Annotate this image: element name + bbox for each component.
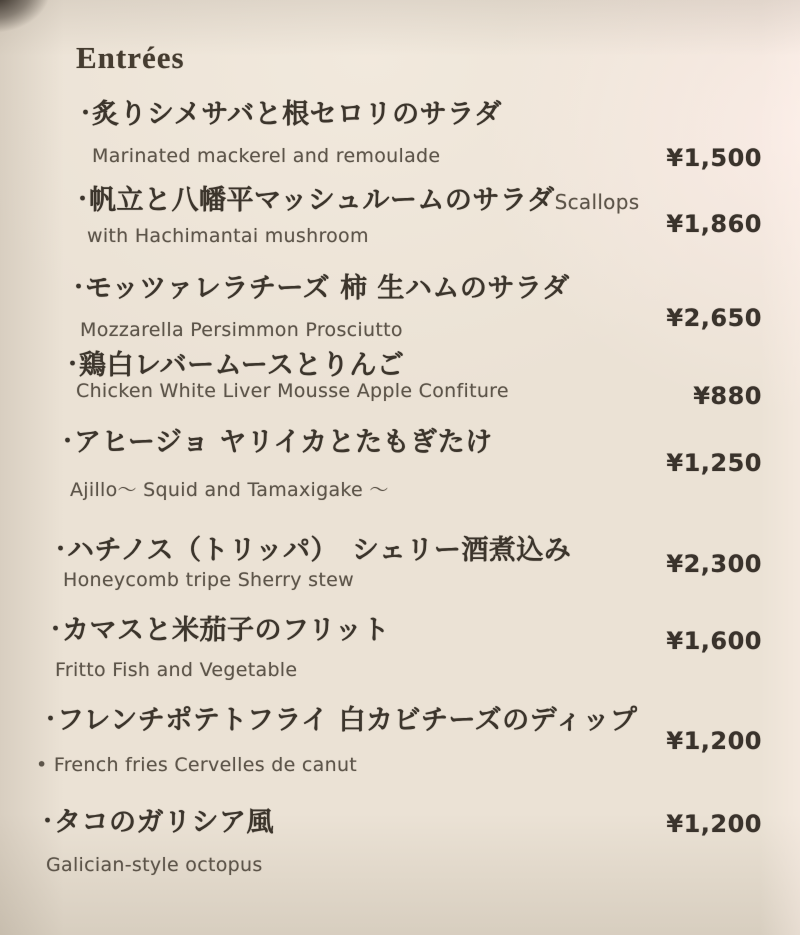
menu-item [45,615,390,681]
item-price: ¥1,200 [666,810,762,838]
item-name-jp-text: アヒージョ ヤリイカとたもぎたけ [74,427,493,458]
item-price: ¥1,500 [666,144,762,172]
bullet-dot: ・ [37,809,59,833]
menu-item [72,185,640,247]
item-name-jp-text: タコのガリシア風 [54,807,274,838]
item-name-jp [45,616,390,646]
item-name-jp [37,808,274,838]
item-name-jp-text: ハチノス（トリッパ） シェリー酒煮込み [67,535,572,566]
item-price: ¥2,300 [666,550,762,578]
menu-item [62,350,509,402]
item-price: ¥1,200 [666,727,762,755]
item-desc-en: • French fries Cervelles de canut [36,754,358,776]
menu-item [57,427,493,501]
item-name-jp [72,186,639,216]
item-name-jp [57,428,493,458]
item-desc-en: Galician-style octopus [46,854,263,876]
item-desc-en: Marinated mackerel and remoulade [92,145,441,167]
bullet-dot: ・ [50,537,72,561]
menu-item [50,535,572,591]
item-desc-en: Ajillo～ Squid and Tamaxigake ～ [70,479,389,501]
item-desc-en: Honeycomb tripe Sherry stew [63,569,354,591]
item-name-jp-text: 炙りシメサバと根セロリのサラダ [92,99,502,130]
item-name-jp [40,706,638,736]
bullet-dot: ・ [45,617,67,641]
bullet-dot: ・ [57,429,79,453]
menu-item [68,273,570,341]
item-price: ¥2,650 [666,304,762,332]
item-price: ¥1,250 [666,449,762,477]
item-desc-en: Chicken White Liver Mousse Apple Confiture [76,380,509,402]
item-desc-en: Fritto Fish and Vegetable [55,659,298,681]
menu-item [36,705,638,776]
section-title: Entrées [76,40,185,75]
bullet-dot: ・ [40,707,62,731]
item-name-jp-text: 帆立と八幡平マッシュルームのサラダ [89,185,555,216]
item-name-jp [62,351,404,381]
menu-item [75,99,502,167]
item-desc-en-inline: Scallops [554,190,640,214]
item-price: ¥880 [693,382,762,410]
item-desc-en: Mozzarella Persimmon Prosciutto [80,319,403,341]
item-name-jp [75,100,502,130]
item-price: ¥1,860 [666,210,762,238]
bullet-dot: ・ [68,275,90,299]
item-name-jp-text: フレンチポテトフライ 白カビチーズのディップ [57,705,638,736]
item-name-jp-text: カマスと米茄子のフリット [62,615,390,646]
item-name-jp [68,274,570,304]
item-name-jp-text: 鶏白レバームースとりんご [79,350,405,381]
item-desc-en: with Hachimantai mushroom [87,225,369,247]
item-name-jp [50,536,571,566]
item-name-jp-text: モッツァレラチーズ 柿 生ハムのサラダ [85,273,570,304]
bullet-dot: ・ [72,187,94,211]
menu-item [37,807,274,876]
bullet-dot: ・ [62,352,84,376]
bullet-dot: ・ [75,101,97,125]
item-price: ¥1,600 [666,627,762,655]
